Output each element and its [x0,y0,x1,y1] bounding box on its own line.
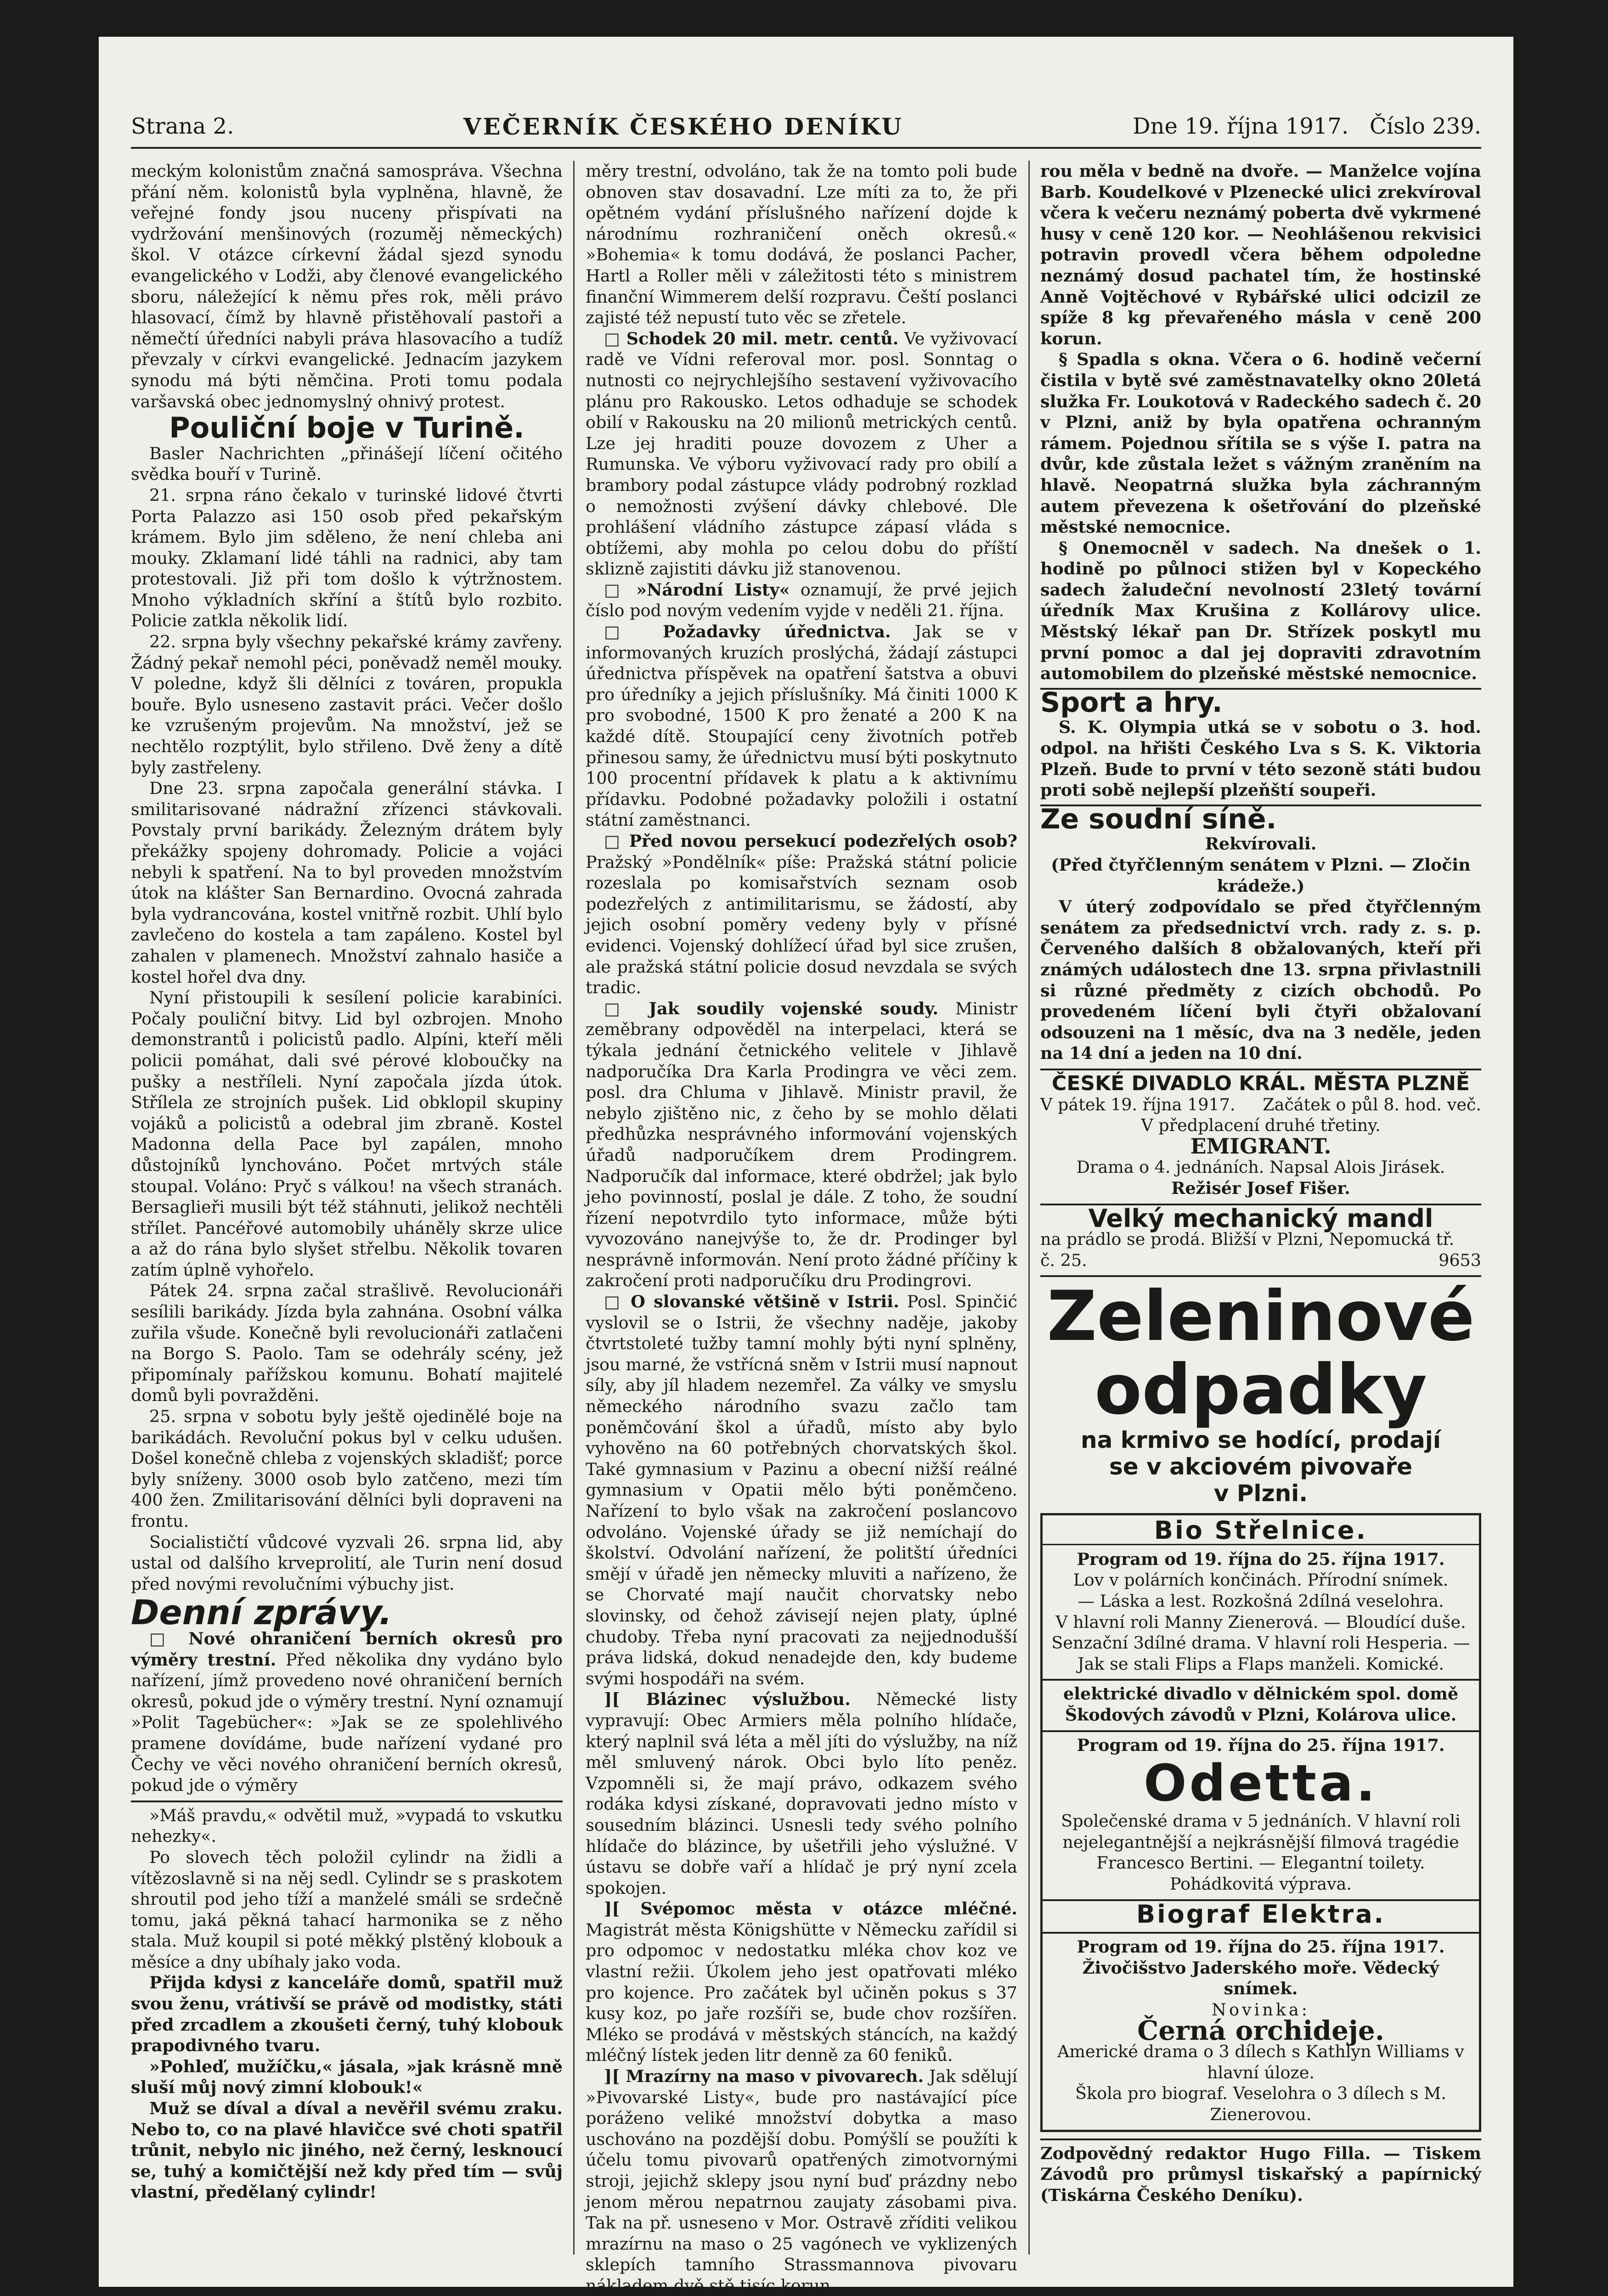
news-item-text: Magistrát města Königshütte v Německu zařídil si pro odpomoc v nedostatku mléka chov koz ve vlastní režii. Úkolem jeho jest opatřovati mléko pro kojence. Pro začátek byl učiněn pokus s 37 kusy koz, po jaře rozšíři se, bude chov rozšířen. Mléko se prodává v městských stáncích, na každý mléčný lístek jeden litr denně za 60 feniků. [586,1919,1017,2065]
divider [1043,1730,1479,1732]
paragraph: Nyní přistoupili k sesílení policie karabiníci. Počaly pouliční bitvy. Lid byl ozbrojen. Mnoho demonstrantů i policistů padlo. Alpíni, kteří měli policii pomáhat, dali své pérové kloboučky na pušky a nestříleli. Nyní započala jízda útok. Střílela ze strojních pušek. Lid obklopil skupiny vojáků a policistů a odebral jim zbraně. Kostel Madonna della Pace byl zapálen, mnoho důstojníků lynchováno. Počet mrtvých stále stoupal. Voláno: Pryč s válkou! na všech stranách. Bersaglieři musili být též stáhnuti, jelikož nechtěli střílet. Pancéřové automobily uháněly skrze ulice a až do rána bylo slyšet střelbu. Několik tovaren zatím úplně vyhořelo. [131,988,563,1280]
cinema-title: Bio Střelnice. [1043,1520,1479,1545]
ad-line: se v akciovém pivovaře [1109,1453,1412,1480]
cinema-line: Škola pro biograf. Veselohra o 3 dílech s M. Zienerovou. [1075,2083,1446,2124]
theatre-date-row [1040,1094,1481,1115]
paragraph: Basler Nachrichten „přinášejí líčení očitého svědka bouří v Turině. [131,443,563,484]
news-item-title: □ Požadavky úřednictva. [604,622,891,642]
news-item-title: □ O slovanské většině v Istrii. [604,1292,899,1312]
sport-text: utká se v sobotu o 3. hod. odpol. na hřišti Českého Lva s S. K. Viktoria Plzeň. Bude to první v této sezoně státi budou proti sobě nejlepší plzeňští soupeři. [1040,717,1482,800]
section-title-sport: Sport a hry. [1040,688,1481,714]
section-title-court: Ze soudní síně. [1040,805,1481,830]
ad-mangle-text: na prádlo se prodá. Bližší v Plzni, Nepomucká tř. [1040,1229,1455,1249]
date-text: Dne 19. října 1917. [1133,113,1349,139]
news-item-title: § Spadla s okna. [1059,349,1220,370]
film-title-odetta: Odetta. [1143,1754,1378,1813]
play-director: Režisér Josef Fišer. [1171,1178,1350,1198]
theatre-subscription: V předplacení druhé třetiny. [1141,1115,1381,1136]
news-item [586,328,1017,580]
masthead: VEČERNÍK ČESKÉHO DENÍKU [463,113,903,140]
news-item [1040,349,1481,537]
imprint [1040,2138,1481,2206]
cinema-line: Americké drama o 3 dílech s Kathlyn Williams v hlavní úloze. [1057,2042,1465,2082]
paragraph: Socialističtí vůdcové vyzvali 26. srpna lid, aby ustal od dalšího krveprolití, ale Turin není dosud před novými revolučními výbuchy jist. [131,1532,563,1594]
page-number: Strana 2. [131,113,234,139]
play-title: EMIGRANT. [1190,1133,1332,1159]
news-item-title: ][ Blázinec výslužbou. [604,1689,851,1710]
column-rule [573,161,575,2255]
news-item-title: □ Před novou persekucí podezřelých osob? [604,831,1017,851]
divider [1043,1679,1479,1681]
news-item-text: Před několika dny vydáno bylo nařízení, jímž provedeno nové ohraničení berních okresů, pokud jde o výměry trestní. Nyní oznamují »Polit Tagebücher«: »Jak se ze spolehlivého pramene dovídáme, bude nařízení vydané pro Čechy ve věci nového ohraničení berních okresů, pokud jde o výměry [131,1649,563,1795]
newspaper-page [99,37,1513,2296]
issue-number: Číslo 239. [1369,113,1481,139]
story-paragraph: Přijda kdysi z kanceláře domů, spatřil muž svou ženu, vrátivší se právě od modistky, státi před zrcadlem a zkoušeti černý, tuhý klobouk prapodivného tvaru. [131,1973,563,2056]
ad-mangle-address: č. 25. [1040,1250,1087,1270]
article-continuation: meckým kolonistům značná samospráva. Všechna přání něm. kolonistů byla vyplněna, hlavně, že veřejné fondy jsou nuceny přispívati na vydržování menšinových (rozuměj německých) škol. V otázce církevní žádal sjezd synodu evangelického v Lodži, aby členové evangelického sboru, náležející k němu přes rok, měli právo hlasovací, čímž by hlavně přistěhovalí pastoři a němečtí úředníci nabyli práva hlasovacího a tudíž převzaly v církvi evangelické. Jednacím jazykem synodu má býti němčina. Proti tomu podala varšavská obec jednomyslný ohnivý protest. [131,161,563,411]
cinema-program: Program od 19. října do 25. října 1917. [1077,1549,1445,1569]
ad-headline-2: odpadky [1095,1350,1427,1430]
film-title-cerna-orchideje: Černá orchideje. [1137,2015,1384,2046]
column-3 [1040,161,1481,2259]
headline-turin: Pouliční boje v Turině. [169,411,525,445]
cinema-line: — Láska a lest. Rozkošná 2dílná veselohra. [1078,1591,1444,1611]
court-case-subtitle: (Před čtyřčlenným senátem v Plzni. — Zločin krádeže.) [1051,855,1471,896]
news-item-title: □ Schodek 20 mil. metr. centů. [604,328,899,349]
news-item-text: Ministr zeměbrany odpověděl na interpelaci, která se týkala jednání četnického velitele v Jihlavě nadporučíka Dra Karla Prodingra ve věci zem. posl. dra Chluma v Jihlavě. Ministr pravil, že nebylo zjištěno nic, z čeho by se mohlo dělati předhůzka nesprávného informování vojenských úřadů nadporučíkem drem Prodingrem. Nadporučík dal informace, které obdržel; jak bylo jeho povinností, poslal je dále. Z toho, že soudní řízení nepotvrdilo tyto informace, může býti vyvozováno nanejvýše to, že dr. Prodinger byl nesprávně informován. Není proto žádné příčiny k zakročení proti nadporučíku dru Prodingrovi. [586,998,1017,1291]
issue-date [1133,113,1481,139]
theatre-start: Začátek o půl 8. hod. več. [1263,1094,1481,1114]
news-item-text: Jak se v informovaných kruzích proslýchá, žádají zástupci úřednictva příspěvek na opatření šatstva a obuvi pro úředníky a jejich příslušníky. Má činiti 1000 K pro svobodné, 1500 K pro ženaté a 200 K na každé dítě. Stoupající ceny životních potřeb přinesou samy, že úřednictvu musí býti poskytnuto 100 procentní přídavek k platu a k aktivnímu přídavku. Podobné požadavky položili i ostatní státní zaměstnanci. [586,622,1017,830]
ad-mangle-row [1040,1250,1481,1271]
paragraph: 22. srpna byly všechny pekařské krámy zavřeny. Žádný pekař nemohl péci, poněvadž neměl mouky. V poledne, když šli dělníci z továren, propukla bouře. Bylo usneseno zastavit práci. Večer došlo ke vzrušeným projevům. Na množství, jež se nechtělo rozptýlit, bylo střileno. Dvě ženy a dítě byly zastřeleny. [131,632,563,777]
section-title-denni-zpravy: Denní zprávy. [131,1593,392,1633]
ad-vegetable-waste [1040,1277,1481,1507]
story-paragraph: »Pohleď, mužíčku,« jásala, »jak krásně mně sluší můj nový zimní klobouk!« [131,2056,563,2098]
cinema-note: elektrické divadlo v dělnickém spol. domě [1063,1684,1459,1704]
theatre-date: V pátek 19. října 1917. [1040,1094,1236,1114]
news-item [586,621,1017,831]
news-item-title: § Onemocněl v sadech. [1059,538,1300,558]
news-item-text: Německé listy vypravují: Obec Armiers měla polního hlídače, který naplnil svá léta a měl jíti do výslužby, na níž měl smluvený nárok. Obci bylo líto peněz. Vzpomněli si, že mají právo, odkazem svého rodáka kdysi získané, dopravovati jedno místo v sousedním blázinci. Usnesli tedy svého polního hlídače do blázince, by ušetřili jeho výslužné. V ústavu se dobře vaří a hlídač je prý nyní zcela spokojen. [586,1689,1017,1898]
cinema-box [1040,1513,1481,2132]
paragraph: Dne 23. srpna započala generální stávka. I smilitarisované nádražní zřízenci stávkovali. Povstaly první barikády. Železným drátem byly překážky spojeny dohromady. Policie a vojáci nebyli k spatření. Na to byl proveden množstvím útok na klášter San Bernardino. Ovocná zahrada byla vydrancována, kostel vnitřně rozbit. Uhlí bylo zavlečeno do kostela a tam zapáleno. Kostel byl zahalen v plamenech. Množství zahnalo hasiče a kostel hořel dva dny. [131,778,563,987]
news-item-text: Pražský »Pondělník« píše: Pražská státní policie rozeslala po komisařstvích seznam osob podezřelých z antimilitarismu, se žádostí, aby jejich osobní poměry vedeny byly v přísné evidenci. Vojenský dohlížecí úřad byl sice zrušen, ale pražská státní policie dosud nevzdala se svých tradic. [586,852,1017,998]
news-item [131,1628,563,1796]
ad-mangle-code: 9653 [1439,1250,1481,1270]
news-item [586,580,1017,621]
page-header [131,106,1481,149]
imprint-text: Zodpovědný redaktor Hugo Filla. — Tiskem Závodů pro průmysl tiskařský a papírnický (Tiskárna Českého Deníku). [1040,2143,1481,2205]
news-item-text: Jak sdělují »Pivovarské Listy«, bude pro nastávající píce poráženo veliké množství dobytka a maso uschováno na pozdější dobu. Pomýšlí se použíti k účelu tomu pivovarů opatřených zimotvornými stroji, jejichž sklepy jsou nyní buď prázdny nebo jenom měrou nepatrnou zaujaty zásobami piva. Tak na př. usneseno v Mor. Ostravě zříditi velikou mrazírnu na maso o 25 vagónech ve vyklizených sklepích tamního Strassmannova pivovaru nákladem dvě stě tisíc korun. [586,2066,1017,2296]
news-item [586,1689,1017,1898]
paragraph: 21. srpna ráno čekalo v turinské lidové čtvrti Porta Palazzo asi 150 osob před pekařským krámem. Bylo jim sděleno, že není chleba ani mouky. Zklamaní lidé táhli na radnici, aby tam protestovali. Již při tom došlo k výtržnostem. Mnoho výkladních skříní a štítů bylo rozbito. Policie zatkla několik lidí. [131,485,563,631]
divider [131,1801,563,1802]
story-paragraph: Po slovech těch položil cylindr na židli a vítězoslavně si na něj sedl. Cylindr se s praskotem shroutil pod jeho tíží a manželé smáli se srdečně tomu, jaká pěkná tahací harmonika se z něho stala. Muž koupil si poté měkký plstěný klobouk a měsíce a dny ubíhaly jako voda. [131,1847,563,1972]
story-paragraph: »Máš pravdu,« odvětil muž, »vypadá to vskutku nehezky«. [131,1805,563,1846]
court-case-text: V úterý zodpovídalo se před čtyřčlenným senátem za předsednictví vrch. rady z. s. p. Červeného dalších 8 obžalovaných, kteří při známých událostech dne 13. srpna přivlastnili si různé předměty z cizích obchodů. Po provedeném líčení byli čtyři obžalovaní odsouzeni na 1 měsíc, dva na 3 neděle, jeden na 14 dní a jeden na 10 dní. [1040,897,1481,1064]
news-item-title: □ »Národní Listy« [604,580,790,600]
ad-headline-1: Zeleninové [1047,1277,1475,1357]
paragraph: 25. srpna v sobotu byly ještě ojedinělé boje na barikádách. Revoluční pokus byl v celku udušen. Došel konečně chleba z vojenských skladišť; porce byly sníženy. 3000 osob bylo zatčeno, mezi tím 400 žen. Zmilitarisování dělníci byli dopraveni na frontu. [131,1407,563,1531]
court-case-title: Rekvírovali. [1205,834,1317,854]
news-item [586,2066,1017,2296]
cinema-note: Škodových závodů v Plzni, Kolárova ulice. [1065,1705,1457,1725]
novelty-label: Novinka: [1212,1999,1310,2020]
film-description: Společenské drama v 5 jednáních. V hlavní roli nejelegantnější a nejkrásnější filmová tragédie Francesco Bertini. — Elegantní toilety. Pohádkovitá výprava. [1061,1811,1461,1894]
news-item [586,1898,1017,2066]
news-item [586,998,1017,1291]
cinema-line: Lov v polárních končinách. Přírodní snímek. [1073,1570,1449,1590]
news-item [1040,538,1481,684]
play-info: Drama o 4. jednáních. Napsal Alois Jirásek. [1076,1157,1445,1177]
story-paragraph: Muž se díval a díval a nevěřil svému zraku. Nebo to, co na plavé hlavičce své choti spatřil trůnit, nebylo nic jiného, než černý, lesknoucí se, tuhý a komičtější než kdy před tím — svůj vlastní, předělaný cylindr! [131,2099,563,2202]
cinema-program: Program od 19. října do 25. října 1917. [1077,1937,1445,1957]
news-item-title: ][ Mrazírny na maso v pivovarech. [604,2066,924,2087]
column-1 [131,161,563,2259]
column-2 [586,161,1018,2296]
news-item-text: Posl. Spinčić vyslovil se o Istrii, že všechny naděje, jakoby čtvrtstoleté tužby tamní mohly býti nyní splněny, jsou marné, že vstřícná sněm v Istrii musí napnout síly, aby jíl hladem nezemřel. Za války ve smyslu německého národního svazu začlo tam poněmčování škol a úřadů, místo aby bylo vyhověno na 60 potřebných chorvatských škol. Také gymnasium v Pazinu a obecní nižší reálné gymnasium v Opatii mělo býti poněmčeno. Nařízení to bylo však na zakročení poslancovo odvoláno. Vojenské úřady se již nemíchají do školství. Odvolání nařízení, že politští úředníci smějí v úřadě jen německy mluviti a nařízeno, že se Chorvaté mají naučit chorvatsky nebo slovinsky, od čehož závisejí nejen platy, úplné chudoby. Třeba nyní pracovati za nejjednodušší práva lidská, dokud nenadejde den, kdy budeme svými hospodáři na svém. [586,1292,1017,1688]
news-item-title: □ Nové ohraničení berních okresů pro výměry trestní. [131,1628,563,1670]
news-item-title: ][ Svépomoc města v otázce mléčné. [604,1899,1017,1919]
ad-line: v Plzni. [1213,1480,1308,1507]
article-continuation: rou měla v bedně na dvoře. — Manželce vojína Barb. Koudelkové v Plzenecké ulici zrekvíroval včera k večeru neznámý poberta dvě vykrmené husy v ceně 120 kor. — Neohlášenou rekvisici potravin provedl včera během odpoledne neznámý dosud pachatel tím, že hostinské Anně Vojtěchové v Rybářské ulici odcizil ze spíže 8 kg převařeného másla v ceně 200 korun. [1040,161,1481,349]
news-item-text: Včera o 6. hodině večerní čistila v bytě své zaměstnavatelky okno 20letá služka Fr. Loukotová v Radeckého sadech č. 20 v Plzni, aniž by byla opatřena ochranným rámem. Pojednou sřítila se s výše I. patra na dvůr, kde zůstala ležet s vážným zraněním na hlavě. Neopatrná služka byla záchranným autem převezena k ošetřování do plzeňské městské nemocnice. [1040,349,1482,537]
club-name: S. K. Olympia [1059,717,1197,737]
news-item [586,1291,1017,1689]
article-continuation: měry trestní, odvoláno, tak že na tomto poli bude obnoven stav dosavadní. Lze míti za to, že při opětném vydání příslušného nařízení dojde k národnímu rozhraničení oněch okresů.« »Bohemia« k tomu dodává, že poslanci Pacher, Hartl a Roller měli v záležitosti této s ministrem finanční Wimmerem delší rozpravu. Čeští poslanci zajisté též nepustí tuto věc se zřetele. [586,161,1017,328]
divider [1043,1932,1479,1934]
news-item-title: □ Jak soudily vojenské soudy. [604,998,939,1019]
column-rule [1028,161,1030,2255]
theatre-title: ČESKÉ DIVADLO KRÁL. MĚSTA PLZNĚ [1052,1071,1470,1095]
ad-line: na krmivo se hodící, prodají [1081,1427,1441,1454]
paragraph: Pátek 24. srpna začal strašlivě. Revolucionáři sesílili barikády. Jízda byla zahnána. Osobní válka zuřila všude. Konečně byli revolucionáři zatlačeni na Borgo S. Paolo. Tam se odehrály scény, jež připomínaly pařížskou komunu. Bohatí majitelé domů byli povražděni. [131,1281,563,1406]
news-item-text: Na dnešek o 1. hodině po půlnoci stižen byl v Kopeckého sadech žaludeční nevolností 23letý tovární úředník Max Krušina z Kollárovy ulice. Městský lékař pan Dr. Střízek poskytl mu první pomoc a dal jej dopraviti zdravotním automobilem do plzeňské městské nemocnice. [1040,538,1481,684]
ad-mangle-title: Velký mechanický mandl [1088,1204,1433,1233]
sport-item [1040,717,1481,800]
news-item-text: Ve vyživovací radě ve Vídni referoval mor. posl. Sonntag o nutnosti co nejrychlejšího sestavení vyživovacího plánu pro Rakousko. Letos odhaduje se schodek obilí v Rakousku na 20 milionů metrických centů. Lze jej hraditi pouze dovozem z Uher a Rumunska. Ve výboru vyživovací rady pro obilí a brambory podal zástupce vlády podrobný rozklad o nemožnosti zvýšení dávky chlebové. Dle prohlášení vládního zástupce zápasí vláda s obtížemi, aby mohla po celou dobu do příští sklizně zajistiti dávku již stanovenou. [586,328,1017,579]
divider [1040,1069,1481,1070]
cinema-line: Živočišstvo Jaderského moře. Vědecký snímek. [1082,1958,1439,1999]
news-item-text: oznamují, že prvé jejich číslo pod novým vedením vyjde v neděli 21. října. [586,580,1018,621]
cinema-line: V hlavní roli Manny Zienerová. — Bloudící duše. Senzační 3dílné drama. V hlavní roli Hesperia. — Jak se stali Flips a Flaps manželi. Komické. [1051,1612,1470,1674]
cinema-title: Biograf Elektra. [1136,1899,1386,1929]
cinema-program: Program od 19. října do 25. října 1917. [1077,1735,1445,1755]
news-item [586,831,1017,998]
